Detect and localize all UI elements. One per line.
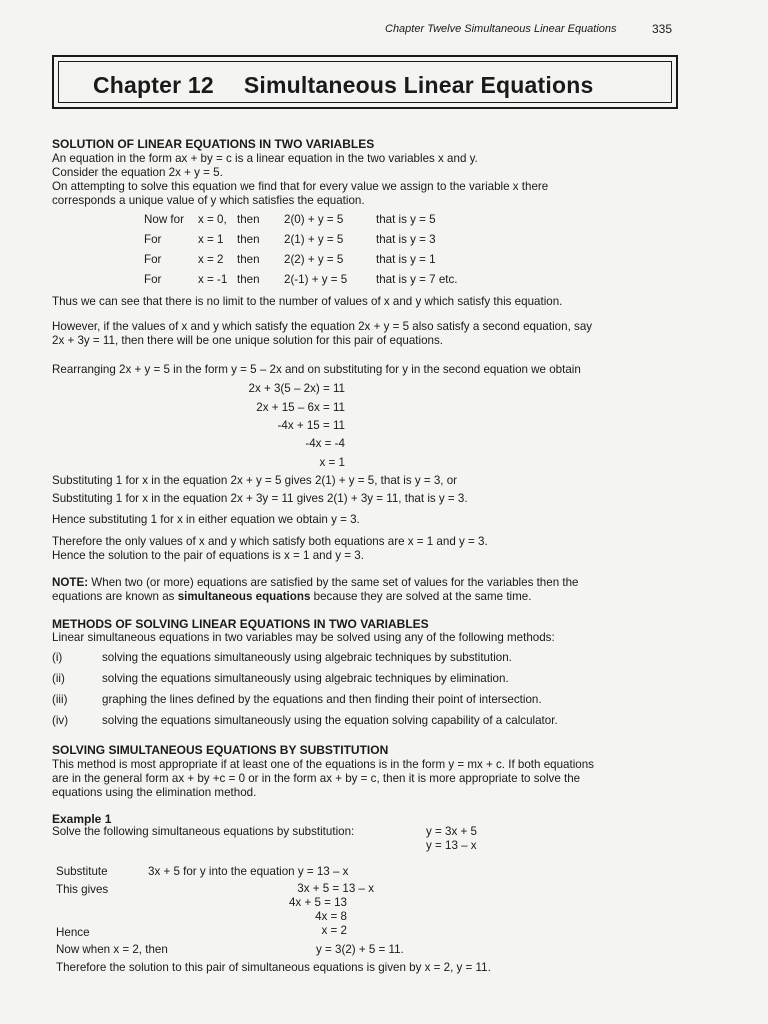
note-text-a: When two (or more) equations are satisfied by the same set of values for the variables then the — [88, 576, 579, 589]
example1-heading: Example 1 — [52, 812, 112, 826]
row-x-value: x = 2 — [198, 253, 224, 266]
section1-p4: Thus we can see that there is no limit to the number of values of x and y which satisfy this equation. — [52, 295, 563, 308]
row-result: that is y = 3 — [376, 233, 436, 246]
section3-p1: This method is most appropriate if at least one of the equations is in the form y = mx + c. If both equations — [52, 758, 594, 771]
section1-p9: Hence substituting 1 for x in either equation we obtain y = 3. — [52, 513, 360, 526]
section1-p8: Substituting 1 for x in the equation 2x + 3y = 11 gives 2(1) + 3y = 11, that is y = 3. — [52, 492, 468, 505]
row-lead: For — [144, 233, 162, 246]
method-text: graphing the lines defined by the equations and then finding their point of intersection. — [102, 693, 542, 706]
chapter-name: Simultaneous Linear Equations — [243, 72, 594, 98]
algebra-step: 2x + 3(5 – 2x) = 11 — [248, 382, 345, 395]
section1-p3b: corresponds a unique value of y which satisfies the equation. — [52, 194, 365, 207]
algebra-step: 2x + 15 – 6x = 11 — [256, 401, 345, 414]
chapter-title-box — [52, 55, 678, 109]
note-text-b2: because they are solved at the same time. — [310, 590, 532, 603]
row-lead: For — [144, 273, 162, 286]
row-x-value: x = 0, — [198, 213, 227, 226]
example1-prompt: Solve the following simultaneous equations by substitution: — [52, 825, 355, 838]
note-text-b1: equations are known as — [52, 590, 178, 603]
example1-equation-2: y = 13 – x — [426, 839, 477, 852]
row-then: then — [237, 273, 260, 286]
row-then: then — [237, 253, 260, 266]
section1-p10b: Hence the solution to the pair of equations is x = 1 and y = 3. — [52, 549, 364, 562]
section1-p6: Rearranging 2x + y = 5 in the form y = 5 – 2x and on substituting for y in the second equation we obtain — [52, 363, 581, 376]
substitute-label: Substitute — [56, 865, 108, 878]
row-expression: 2(1) + y = 5 — [284, 233, 344, 246]
section1-p5b: 2x + 3y = 11, then there will be one unique solution for this pair of equations. — [52, 334, 444, 347]
algebra-step: -4x = -4 — [305, 437, 345, 450]
section1-p3a: On attempting to solve this equation we find that for every value we assign to the variable x there — [52, 180, 549, 193]
section3-p3: equations using the elimination method. — [52, 786, 257, 799]
row-expression: 2(-1) + y = 5 — [284, 273, 348, 286]
section3-p2: are in the general form ax + by +c = 0 or in the form ax + by = c, then it is more appropriate to solve the — [52, 772, 581, 785]
section1-p7: Substituting 1 for x in the equation 2x + y = 5 gives 2(1) + y = 5, that is y = 3, or — [52, 474, 458, 487]
section2-heading: METHODS OF SOLVING LINEAR EQUATIONS IN TWO VARIABLES — [52, 617, 429, 631]
work-step: 4x + 5 = 13 — [288, 896, 347, 909]
section1-p10a: Therefore the only values of x and y which satisfy both equations are x = 1 and y = 3. — [52, 535, 488, 548]
row-result: that is y = 7 etc. — [376, 273, 458, 286]
note-label: NOTE: — [52, 576, 89, 589]
row-lead: Now for — [144, 213, 184, 226]
row-expression: 2(2) + y = 5 — [284, 253, 344, 266]
chapter-title — [93, 72, 593, 99]
note-bold-term: simultaneous equations — [177, 590, 311, 603]
method-text: solving the equations simultaneously using algebraic techniques by substitution. — [102, 651, 512, 664]
section1-p2: Consider the equation 2x + y = 5. — [52, 166, 223, 179]
gives-label: This gives — [56, 883, 109, 896]
now-when-text: Now when x = 2, then — [56, 943, 168, 956]
section1-p5a: However, if the values of x and y which satisfy the equation 2x + y = 5 also satisfy a second equation, say — [52, 320, 593, 333]
algebra-step: x = 1 — [319, 456, 345, 469]
row-result: that is y = 5 — [376, 213, 436, 226]
now-when-result: y = 3(2) + 5 = 11. — [316, 943, 404, 956]
example1-equation-1: y = 3x + 5 — [426, 825, 477, 838]
method-number: (i) — [52, 651, 63, 664]
method-text: solving the equations simultaneously using algebraic techniques by elimination. — [102, 672, 509, 685]
work-step: 3x + 5 = 13 – x — [297, 882, 374, 895]
row-x-value: x = 1 — [198, 233, 224, 246]
method-number: (iv) — [52, 714, 69, 727]
running-header-title: Chapter Twelve Simultaneous Linear Equations — [385, 23, 617, 35]
row-expression: 2(0) + y = 5 — [284, 213, 344, 226]
row-then: then — [237, 213, 260, 226]
chapter-label: Chapter 12 — [93, 72, 214, 98]
chapter-title-inner-frame — [58, 61, 672, 103]
note-line1 — [52, 576, 579, 590]
hence-label: Hence — [56, 926, 90, 939]
method-number: (iii) — [52, 693, 68, 706]
section1-heading: SOLUTION OF LINEAR EQUATIONS IN TWO VARIABLES — [52, 137, 375, 151]
row-x-value: x = -1 — [198, 273, 228, 286]
section1-p1: An equation in the form ax + by = c is a linear equation in the two variables x and y. — [52, 152, 478, 165]
row-lead: For — [144, 253, 162, 266]
algebra-step: -4x + 15 = 11 — [277, 419, 345, 432]
example1-conclusion: Therefore the solution to this pair of simultaneous equations is given by x = 2, y = 11. — [56, 961, 491, 974]
section2-intro: Linear simultaneous equations in two variables may be solved using any of the following methods: — [52, 631, 555, 644]
method-text: solving the equations simultaneously using the equation solving capability of a calculator. — [102, 714, 558, 727]
note-line2 — [52, 590, 531, 604]
page-number: 335 — [652, 22, 673, 36]
work-step: 4x = 8 — [315, 910, 347, 923]
work-step: x = 2 — [321, 924, 347, 937]
row-result: that is y = 1 — [376, 253, 436, 266]
row-then: then — [237, 233, 260, 246]
substitute-text: 3x + 5 for y into the equation y = 13 – x — [148, 865, 349, 878]
section3-heading: SOLVING SIMULTANEOUS EQUATIONS BY SUBSTITUTION — [52, 743, 389, 757]
method-number: (ii) — [52, 672, 65, 685]
